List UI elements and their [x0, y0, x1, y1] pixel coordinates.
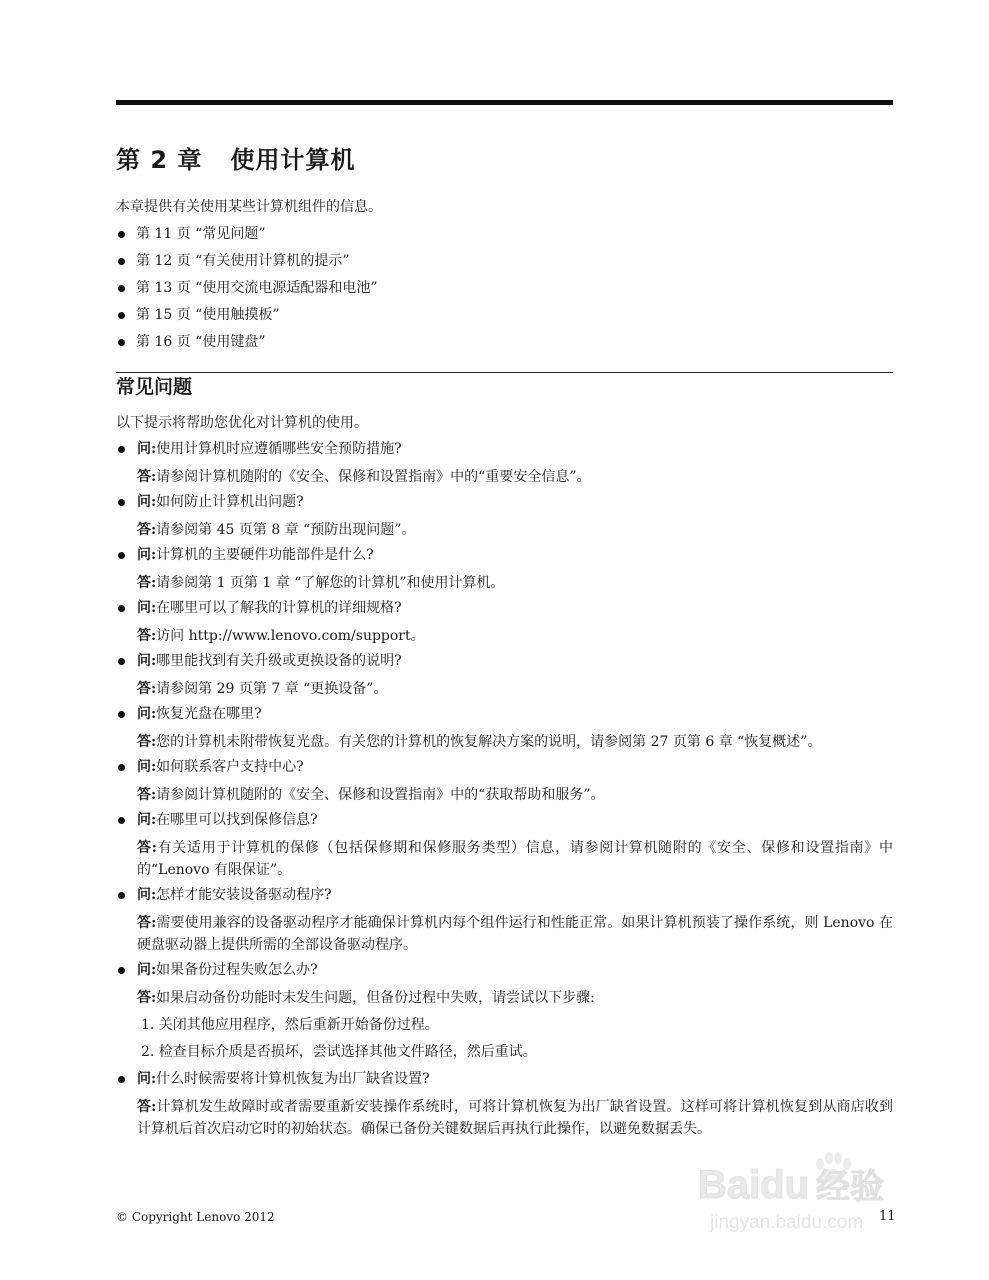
bullet-icon	[118, 231, 125, 238]
step-item: 2. 检查目标介质是否损坏，尝试选择其他文件路径，然后重试。	[141, 1044, 537, 1060]
bullet-icon	[118, 764, 125, 771]
bullet-icon	[118, 258, 125, 265]
question-label: 问:	[137, 547, 157, 563]
answer-text: 您的计算机未附带恢复光盘。有关您的计算机的恢复解决方案的说明，请参阅第 27 页第 6 章 “恢复概述”。	[156, 734, 822, 750]
chapter-intro: 本章提供有关使用某些计算机组件的信息。	[116, 199, 382, 215]
bullet-icon	[118, 658, 125, 665]
faq-item	[116, 491, 893, 541]
answer-label: 答:	[137, 681, 157, 697]
faq-item	[116, 650, 893, 700]
toc-item[interactable]	[116, 275, 377, 302]
bullet-icon	[118, 817, 125, 824]
faq-answer	[137, 678, 893, 700]
faq-item	[116, 1068, 893, 1140]
bullet-icon	[118, 312, 125, 319]
answer-text: 需要使用兼容的设备驱动程序才能确保计算机内每个组件运行和性能正常。如果计算机预装了操作系统，则 Lenovo 在硬盘驱动器上提供所需的全部设备驱动程序。	[137, 915, 894, 953]
faq-item	[116, 544, 893, 594]
question-text: 使用计算机时应遵循哪些安全预防措施?	[156, 441, 402, 457]
faq-item	[116, 959, 893, 1063]
question-label: 问:	[137, 600, 157, 616]
question-text: 如果备份过程失败怎么办?	[156, 962, 318, 978]
question-text: 哪里能找到有关升级或更换设备的说明?	[156, 653, 402, 669]
question-label: 问:	[137, 887, 157, 903]
question-label: 问:	[137, 441, 157, 457]
step-list	[137, 1014, 893, 1063]
answer-label: 答:	[137, 990, 157, 1006]
answer-label: 答:	[137, 522, 157, 538]
bullet-icon	[118, 605, 125, 612]
faq-answer	[137, 1096, 893, 1140]
question-text: 如何防止计算机出问题?	[156, 494, 304, 510]
question-text: 如何联系客户支持中心?	[156, 759, 304, 775]
answer-label: 答:	[137, 1099, 157, 1115]
faq-item	[116, 597, 893, 647]
answer-text[interactable]: 访问 http://www.lenovo.com/support。	[156, 628, 425, 644]
question-text: 什么时候需要将计算机恢复为出厂缺省设置?	[156, 1071, 430, 1087]
answer-text: 请参阅第 29 页第 7 章 “更换设备”。	[156, 681, 388, 697]
bullet-icon	[118, 339, 125, 346]
watermark-product: 经验	[816, 1167, 884, 1207]
answer-text: 请参阅计算机随附的《安全、保修和设置指南》中的“重要安全信息”。	[156, 469, 591, 485]
faq-item	[116, 809, 893, 881]
page-number: 11	[879, 1209, 896, 1224]
bullet-icon	[118, 892, 125, 899]
toc-item[interactable]	[116, 221, 377, 248]
watermark-url: jingyan.baidu.com	[710, 1212, 864, 1233]
faq-question	[137, 650, 893, 672]
answer-label: 答:	[137, 575, 157, 591]
faq-question	[137, 491, 893, 513]
question-text: 计算机的主要硬件功能部件是什么?	[156, 547, 374, 563]
faq-answer	[137, 784, 893, 806]
faq-question	[137, 703, 893, 725]
question-label: 问:	[137, 962, 157, 978]
faq-question	[137, 884, 893, 906]
bullet-icon	[118, 1076, 125, 1083]
toc-item[interactable]	[116, 329, 377, 356]
question-label: 问:	[137, 706, 157, 722]
question-label: 问:	[137, 494, 157, 510]
faq-answer	[137, 519, 893, 541]
bullet-icon	[118, 711, 125, 718]
toc-link[interactable]: 第 11 页 “常见问题”	[136, 226, 266, 242]
step-item: 1. 关闭其他应用程序，然后重新开始备份过程。	[141, 1017, 439, 1033]
section-intro: 以下提示将帮助您优化对计算机的使用。	[116, 415, 368, 431]
faq-item	[116, 756, 893, 806]
answer-label: 答:	[137, 734, 157, 750]
faq-list	[116, 438, 893, 1143]
faq-answer	[137, 837, 893, 881]
faq-answer	[137, 912, 893, 956]
footer-copyright: © Copyright Lenovo 2012	[116, 1210, 275, 1224]
faq-question	[137, 438, 893, 460]
faq-question	[137, 809, 893, 831]
toc-link[interactable]: 第 15 页 “使用触摸板”	[136, 307, 280, 323]
faq-answer	[137, 731, 893, 753]
faq-question	[137, 756, 893, 778]
bullet-icon	[118, 552, 125, 559]
bullet-icon	[118, 499, 125, 506]
answer-label: 答:	[137, 628, 157, 644]
toc-link[interactable]: 第 13 页 “使用交流电源适配器和电池”	[136, 280, 378, 296]
toc-link[interactable]: 第 12 页 “有关使用计算机的提示”	[136, 253, 350, 269]
answer-label: 答:	[137, 915, 157, 931]
faq-question	[137, 959, 893, 981]
faq-answer	[137, 625, 893, 647]
chapter-toc	[116, 221, 377, 356]
chapter-title: 第 2 章 使用计算机	[116, 146, 356, 174]
question-text: 恢复光盘在哪里?	[156, 706, 262, 722]
bullet-icon	[118, 967, 125, 974]
answer-text: 请参阅第 45 页第 8 章 “预防出现问题”。	[156, 522, 416, 538]
question-label: 问:	[137, 1071, 157, 1087]
faq-answer	[137, 987, 893, 1009]
question-text: 在哪里可以找到保修信息?	[156, 812, 318, 828]
answer-text: 如果启动备份功能时未发生问题，但备份过程中失败，请尝试以下步骤:	[156, 990, 595, 1006]
toc-link[interactable]: 第 16 页 “使用键盘”	[136, 334, 266, 350]
faq-item	[116, 703, 893, 753]
watermark-brand: Baidu	[698, 1163, 810, 1207]
chapter-top-rule	[116, 100, 893, 105]
bullet-icon	[118, 446, 125, 453]
answer-label: 答:	[137, 469, 157, 485]
question-text: 在哪里可以了解我的计算机的详细规格?	[156, 600, 402, 616]
faq-question	[137, 544, 893, 566]
question-text: 怎样才能安装设备驱动程序?	[156, 887, 332, 903]
answer-label: 答:	[137, 787, 157, 803]
question-label: 问:	[137, 759, 157, 775]
answer-text: 计算机发生故障时或者需要重新安装操作系统时，可将计算机恢复为出厂缺省设置。这样可将计算机恢复到从商店收到计算机后首次启动它时的初始状态。确保已备份关键数据后再执行此操作，以避免数据丢失。	[137, 1099, 894, 1137]
toc-item[interactable]	[116, 302, 377, 329]
faq-item	[116, 884, 893, 956]
answer-text: 请参阅第 1 页第 1 章 “了解您的计算机”和使用计算机。	[156, 575, 505, 591]
faq-answer	[137, 572, 893, 594]
answer-label: 答:	[137, 840, 157, 856]
bullet-icon	[118, 285, 125, 292]
faq-answer	[137, 466, 893, 488]
faq-question	[137, 597, 893, 619]
answer-text: 有关适用于计算机的保修（包括保修期和保修服务类型）信息，请参阅计算机随附的《安全、保修和设置指南》中的“Lenovo 有限保证”。	[137, 840, 893, 878]
answer-text: 请参阅计算机随附的《安全、保修和设置指南》中的“获取帮助和服务”。	[156, 787, 605, 803]
faq-item	[116, 438, 893, 488]
section-title: 常见问题	[116, 376, 193, 398]
question-label: 问:	[137, 812, 157, 828]
section-rule	[116, 372, 893, 373]
faq-question	[137, 1068, 893, 1090]
question-label: 问:	[137, 653, 157, 669]
toc-item[interactable]	[116, 248, 377, 275]
